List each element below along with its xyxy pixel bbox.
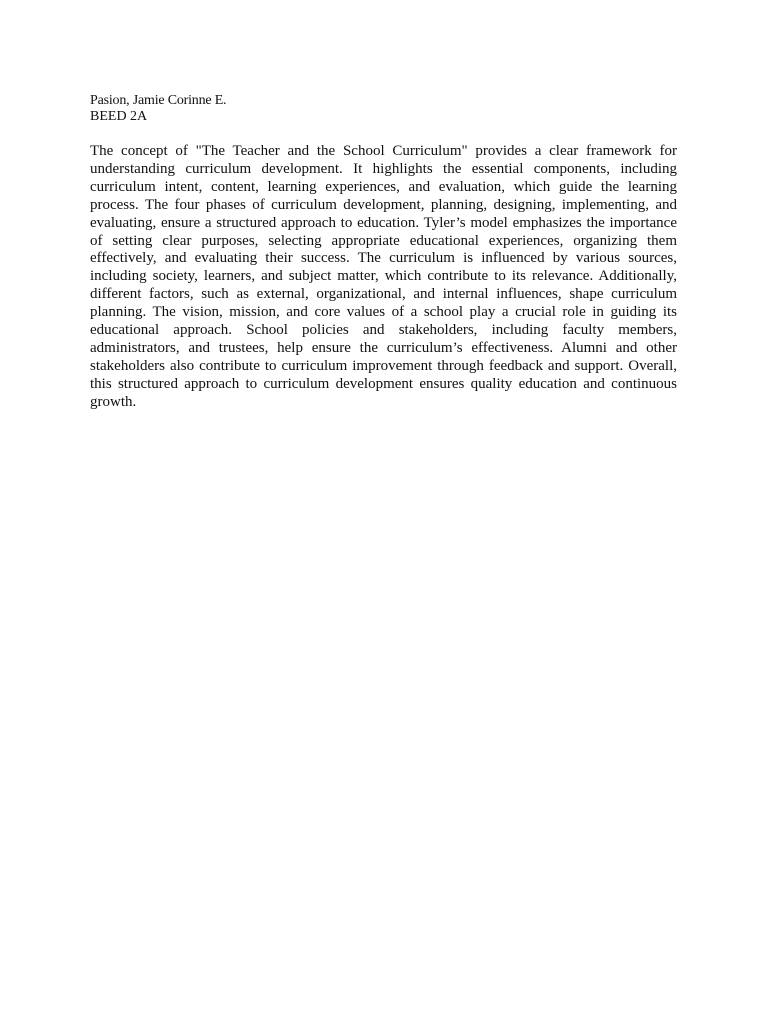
body-paragraph: The concept of "The Teacher and the School Curriculum" provides a clear framework for understanding curriculum development. It highlights the essential components, including curriculum intent, content, learning experiences, and evaluation, which guide the learning process. The four phases of curriculum development, planning, designing, implementing, and evaluating, ensure a structured approach to education. Tyler’s model emphasizes the importance of setting clear purposes, selecting appropriate educational experiences, organizing them effectively, and evaluating their success. The curriculum is influenced by various sources, including society, learners, and subject matter, which contribute to its relevance. Additionally, different factors, such as external, organizational, and internal influences, shape curriculum planning. The vision, mission, and core values of a school play a crucial role in guiding its educational approach. School policies and stakeholders, including faculty members, administrators, and trustees, help ensure the curriculum’s effectiveness. Alumni and other stakeholders also contribute to curriculum improvement through feedback and support. Overall, this structured approach to curriculum development ensures quality education and continuous growth. [90, 143, 677, 410]
class-section: BEED 2A [90, 109, 148, 124]
author-name: Pasion, Jamie Corinne E. [90, 93, 227, 108]
document-content [90, 93, 677, 412]
